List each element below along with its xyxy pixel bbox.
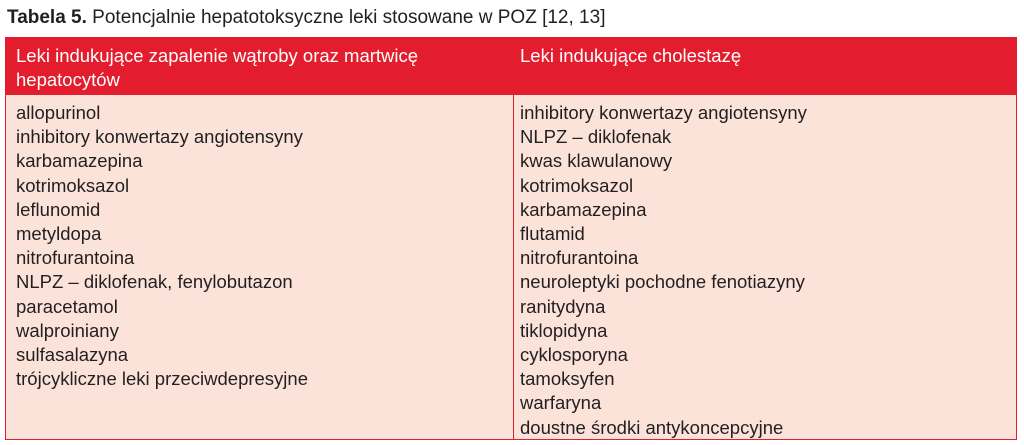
list-item: metyldopa bbox=[16, 223, 102, 245]
table-caption-label: Tabela 5. bbox=[7, 7, 87, 28]
list-item: NLPZ – diklofenak, fenylobutazon bbox=[16, 271, 293, 293]
list-item: leflunomid bbox=[16, 198, 101, 220]
list-item: karbamazepina bbox=[16, 150, 143, 172]
column-divider bbox=[513, 95, 514, 439]
list-item: nitrofurantoina bbox=[16, 247, 135, 269]
list-item: doustne środki antykoncepcyjne bbox=[520, 416, 784, 438]
list-item: kwas klawulanowy bbox=[520, 150, 673, 172]
header-hepatitis-necrosis: Leki indukujące zapalenie wątroby oraz martwicę hepatocytów bbox=[16, 45, 419, 90]
list-item: NLPZ – diklofenak bbox=[520, 126, 672, 148]
list-item: paracetamol bbox=[16, 295, 118, 317]
hepatitis-drug-list bbox=[16, 101, 506, 391]
list-item: karbamazepina bbox=[520, 198, 647, 220]
list-item: cyklosporyna bbox=[520, 344, 628, 366]
table-header-row bbox=[6, 38, 1016, 95]
list-item: tiklopidyna bbox=[520, 319, 608, 341]
list-item: allopurinol bbox=[16, 102, 101, 123]
list-item: kotrimoksazol bbox=[520, 174, 634, 196]
list-item: inhibitory konwertazy angiotensyny bbox=[16, 126, 303, 148]
list-item: ranitydyna bbox=[520, 295, 606, 317]
list-item: kotrimoksazol bbox=[16, 174, 130, 196]
list-item: neuroleptyki pochodne fenotiazyny bbox=[520, 271, 805, 293]
table-caption-text: Potencjalnie hepatotoksyczne leki stosowane w POZ [12, 13] bbox=[86, 7, 606, 28]
table-caption bbox=[7, 6, 605, 30]
list-item: inhibitory konwertazy angiotensyny bbox=[520, 102, 807, 123]
list-item: sulfasalazyna bbox=[16, 344, 129, 366]
list-item: flutamid bbox=[520, 223, 585, 245]
list-item: nitrofurantoina bbox=[520, 247, 639, 269]
list-item: trójcykliczne leki przeciwdepresyjne bbox=[16, 368, 308, 390]
list-item: walproiniany bbox=[16, 319, 119, 341]
header-cholestasis: Leki indukujące cholestazę bbox=[520, 45, 742, 66]
drug-table bbox=[5, 37, 1017, 440]
list-item: tamoksyfen bbox=[520, 368, 615, 390]
list-item: warfaryna bbox=[520, 392, 602, 414]
cholestasis-drug-list bbox=[520, 101, 1010, 440]
